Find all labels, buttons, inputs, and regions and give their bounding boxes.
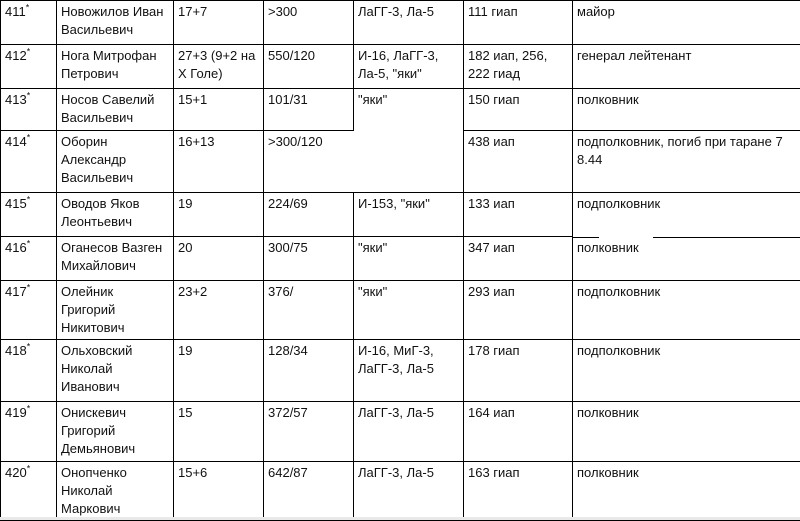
cell-aircraft: И-153, "яки": [354, 193, 464, 237]
cell-number: 419*: [1, 402, 57, 462]
cell-rank: подполковник, погиб при таране 7 8.44: [573, 131, 800, 193]
cell-rank: полковник: [573, 237, 800, 281]
cell-aircraft: И-16, ЛаГГ-3, Ла-5, "яки": [354, 45, 464, 89]
cell-aircraft: [354, 131, 464, 193]
cell-number: 420*: [1, 462, 57, 521]
cell-sorties: >300: [264, 1, 354, 45]
cell-victories: 15+1: [174, 89, 264, 131]
cell-aircraft: ЛаГГ-3, Ла-5: [354, 462, 464, 521]
cell-aircraft: "яки": [354, 89, 464, 131]
cell-victories: 27+3 (9+2 на Х Голе): [174, 45, 264, 89]
cell-name: Онопченко Николай Маркович: [57, 462, 174, 521]
cell-victories: 23+2: [174, 281, 264, 340]
cell-victories: 16+13: [174, 131, 264, 193]
cell-aircraft: ЛаГГ-3, Ла-5: [354, 1, 464, 45]
cell-sorties: 550/120: [264, 45, 354, 89]
cell-unit: 164 иап: [464, 402, 573, 462]
cell-victories: 19: [174, 193, 264, 237]
table-row: [1, 1, 800, 45]
table-row: [1, 340, 800, 402]
cell-sorties: 372/57: [264, 402, 354, 462]
cell-rank: полковник: [573, 89, 800, 131]
cell-number: 413*: [1, 89, 57, 131]
cell-unit: 347 иап: [464, 237, 573, 281]
cell-aircraft: "яки": [354, 281, 464, 340]
cell-number: 417*: [1, 281, 57, 340]
cell-name: Ольховский Николай Иванович: [57, 340, 174, 402]
cell-name: Олейник Григорий Никитович: [57, 281, 174, 340]
cell-number: 414*: [1, 131, 57, 193]
cell-victories: 15+6: [174, 462, 264, 521]
cell-unit: 150 гиап: [464, 89, 573, 131]
table-row: [1, 402, 800, 462]
cell-sorties: 224/69: [264, 193, 354, 237]
cell-victories: 17+7: [174, 1, 264, 45]
table-row: [1, 281, 800, 340]
cell-unit: 178 гиап: [464, 340, 573, 402]
cell-unit: 182 иап, 256, 222 гиад: [464, 45, 573, 89]
cell-name: Новожилов Иван Васильевич: [57, 1, 174, 45]
table-row: [1, 131, 800, 193]
cell-unit: 438 иап: [464, 131, 573, 193]
cell-rank: полковник: [573, 402, 800, 462]
cell-name: Оводов Яков Леонтьевич: [57, 193, 174, 237]
cell-unit: 163 гиап: [464, 462, 573, 521]
cell-name: Оборин Александр Васильевич: [57, 131, 174, 193]
table-row: [1, 237, 800, 281]
cell-sorties: >300/120: [264, 131, 354, 193]
cell-victories: 15: [174, 402, 264, 462]
cell-sorties: 101/31: [264, 89, 354, 131]
cell-unit: 133 иап: [464, 193, 573, 237]
table-row: [1, 89, 800, 131]
cell-unit: 111 гиап: [464, 1, 573, 45]
cell-rank: подполковник: [573, 281, 800, 340]
cell-name: Оганесов Вазген Михайлович: [57, 237, 174, 281]
cell-unit: 293 иап: [464, 281, 573, 340]
cell-aircraft: И-16, МиГ-3, ЛаГГ-3, Ла-5: [354, 340, 464, 402]
cell-number: 415*: [1, 193, 57, 237]
table-row: [1, 193, 800, 237]
cell-name: Нога Митрофан Петрович: [57, 45, 174, 89]
cell-number: 412*: [1, 45, 57, 89]
table-row: [1, 462, 800, 521]
cell-rank: подполковник: [573, 193, 800, 237]
cell-name: Онискевич Григорий Демьянович: [57, 402, 174, 462]
cell-number: 418*: [1, 340, 57, 402]
cell-rank: майор: [573, 1, 800, 45]
cell-rank: генерал лейтенант: [573, 45, 800, 89]
cell-sorties: 300/75: [264, 237, 354, 281]
cell-number: 411*: [1, 1, 57, 45]
cell-aircraft: ЛаГГ-3, Ла-5: [354, 402, 464, 462]
table-row: [1, 45, 800, 89]
cell-sorties: 128/34: [264, 340, 354, 402]
cell-number: 416*: [1, 237, 57, 281]
cell-name: Носов Савелий Васильевич: [57, 89, 174, 131]
cell-rank: подполковник: [573, 340, 800, 402]
cell-aircraft: "яки": [354, 237, 464, 281]
cell-sorties: 376/: [264, 281, 354, 340]
cell-victories: 20: [174, 237, 264, 281]
cell-rank: полковник: [573, 462, 800, 521]
cell-sorties: 642/87: [264, 462, 354, 521]
cell-victories: 19: [174, 340, 264, 402]
